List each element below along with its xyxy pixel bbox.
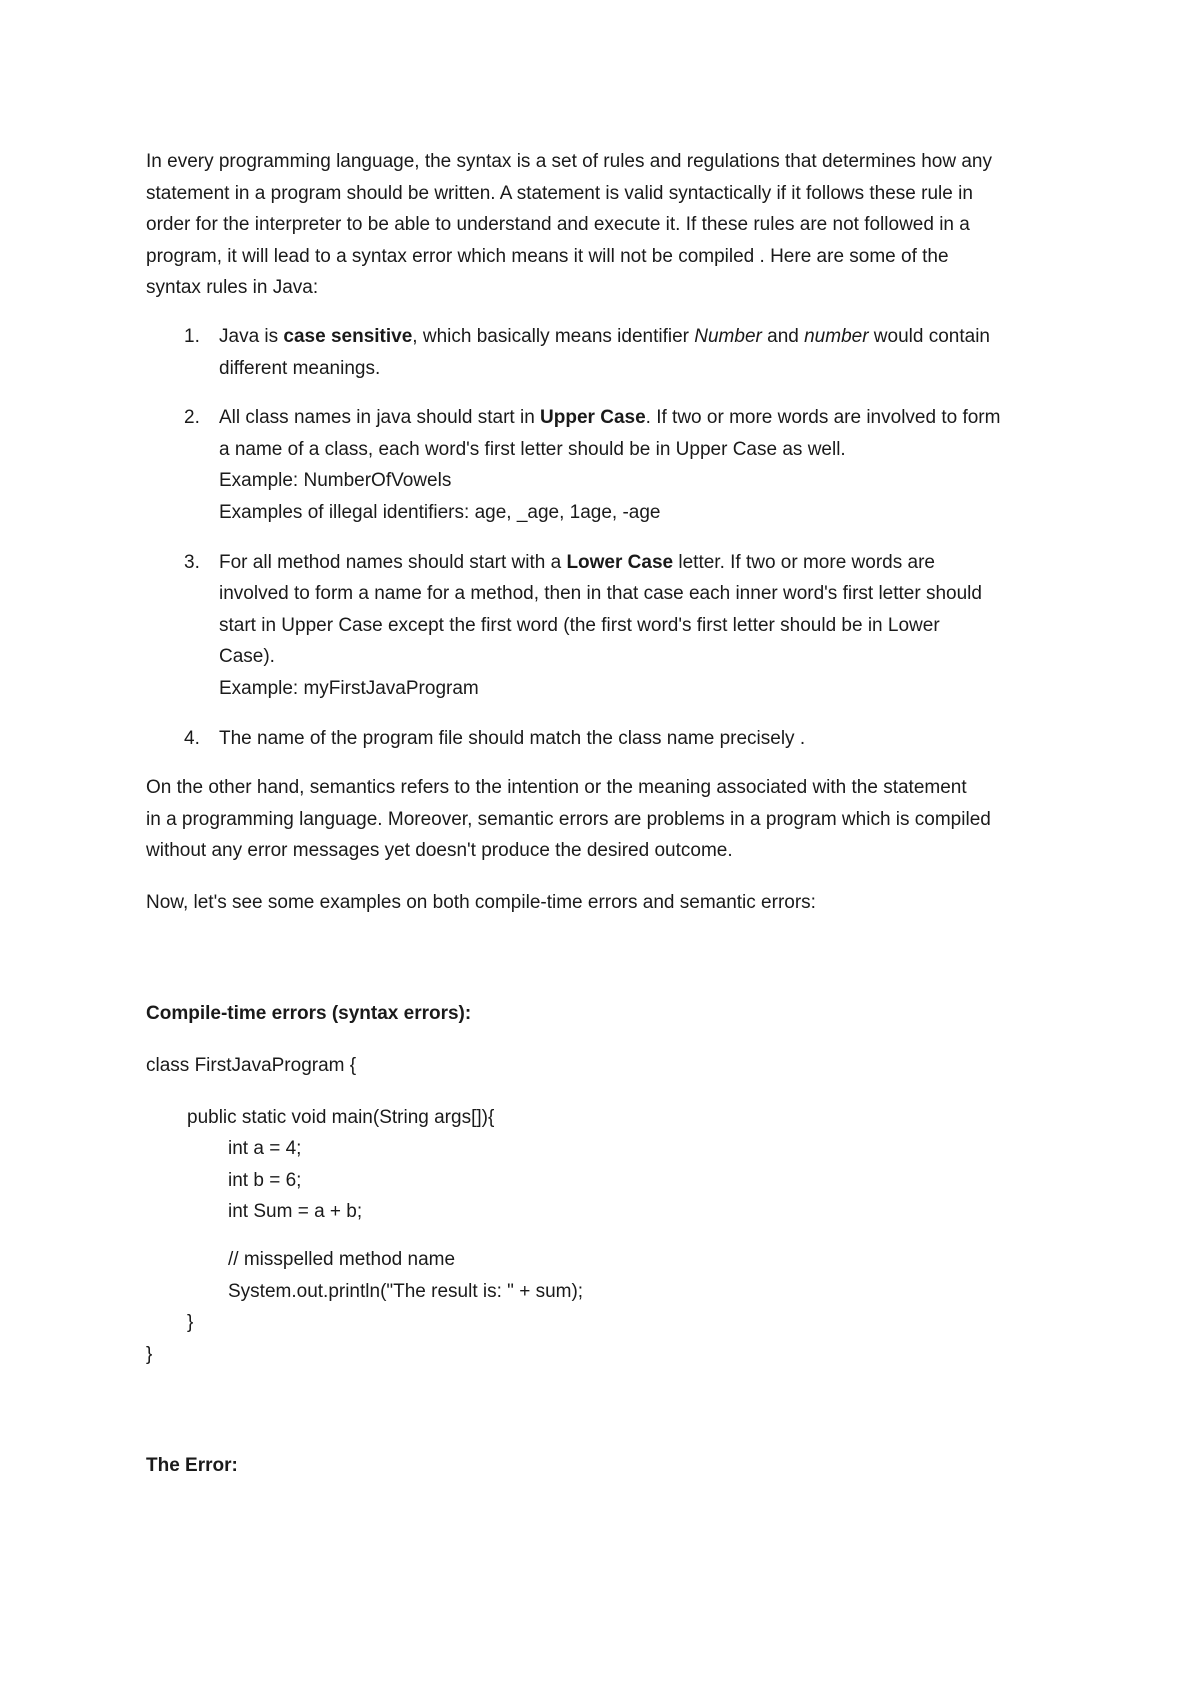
list-item-line: The name of the program file should match the class name precisely . bbox=[219, 727, 806, 749]
list-item bbox=[146, 547, 1066, 705]
list-item bbox=[146, 402, 1066, 528]
bold-text: Upper Case bbox=[540, 407, 646, 429]
intro-line: syntax rules in Java: bbox=[146, 277, 319, 299]
text-run: and bbox=[761, 325, 805, 347]
list-item-line bbox=[219, 547, 1066, 579]
text-run: letter. If two or more words are bbox=[673, 551, 935, 573]
intro-line: program, it will lead to a syntax error which means it will not be compiled . Here are some of the bbox=[146, 245, 949, 267]
compile-errors-heading: Compile-time errors (syntax errors): bbox=[146, 1003, 472, 1025]
bold-text: Lower Case bbox=[566, 551, 674, 573]
intro-line: statement in a program should be written. A statement is valid syntactically if it follows these rule in bbox=[146, 182, 973, 204]
text-run: For all method names should start with a bbox=[219, 551, 567, 573]
list-item-number: 2. bbox=[184, 407, 200, 429]
list-item-number: 1. bbox=[184, 325, 200, 347]
bold-text: case sensitive bbox=[283, 325, 413, 347]
code-comment: // misspelled method name bbox=[228, 1249, 456, 1271]
document-page bbox=[146, 146, 1066, 1482]
list-item-number: 3. bbox=[184, 551, 200, 573]
intro-line: order for the interpreter to be able to understand and execute it. If these rules are not followed in a bbox=[146, 214, 970, 236]
list-item-line bbox=[219, 321, 1066, 353]
italic-text: number bbox=[804, 325, 869, 347]
list-item-line: different meanings. bbox=[219, 357, 381, 379]
semantics-paragraph bbox=[146, 772, 1066, 867]
code-line: System.out.println("The result is: " + sum); bbox=[228, 1280, 584, 1302]
code-line: class FirstJavaProgram { bbox=[146, 1055, 357, 1077]
text-run: Java is bbox=[219, 325, 284, 347]
list-item-example: Examples of illegal identifiers: age, _age, 1age, -age bbox=[219, 501, 661, 523]
text-run: , which basically means identifier bbox=[412, 325, 695, 347]
intro-line: In every programming language, the syntax is a set of rules and regulations that determines how any bbox=[146, 151, 992, 172]
code-line: int b = 6; bbox=[228, 1169, 302, 1191]
list-item-number: 4. bbox=[184, 727, 200, 749]
code-line: } bbox=[187, 1312, 194, 1334]
text-run: would contain bbox=[868, 325, 990, 347]
semantics-line: On the other hand, semantics refers to the intention or the meaning associated with the statement bbox=[146, 777, 967, 799]
list-item-line: a name of a class, each word's first letter should be in Upper Case as well. bbox=[219, 438, 846, 460]
semantics-line: in a programming language. Moreover, semantic errors are problems in a program which is compiled bbox=[146, 808, 991, 830]
intro-paragraph bbox=[146, 146, 1066, 304]
error-heading: The Error: bbox=[146, 1455, 238, 1477]
code-line: public static void main(String args[]){ bbox=[187, 1106, 495, 1128]
code-line: int a = 4; bbox=[228, 1138, 302, 1160]
list-item-line bbox=[219, 402, 1066, 434]
text-run: All class names in java should start in bbox=[219, 407, 541, 429]
examples-intro: Now, let's see some examples on both compile-time errors and semantic errors: bbox=[146, 891, 816, 913]
list-item-line: Case). bbox=[219, 646, 275, 668]
list-item-example: Example: myFirstJavaProgram bbox=[219, 677, 479, 699]
list-item bbox=[146, 321, 1066, 384]
list-item-line: start in Upper Case except the first word (the first word's first letter should be in Lower bbox=[219, 614, 940, 636]
list-item-line: involved to form a name for a method, then in that case each inner word's first letter should bbox=[219, 583, 982, 605]
syntax-rules-list bbox=[146, 321, 1066, 754]
list-item bbox=[146, 723, 1066, 755]
italic-text: Number bbox=[694, 325, 762, 347]
code-line: } bbox=[146, 1343, 153, 1365]
code-line: int Sum = a + b; bbox=[228, 1201, 363, 1223]
text-run: . If two or more words are involved to form bbox=[645, 407, 1001, 429]
semantics-line: without any error messages yet doesn't produce the desired outcome. bbox=[146, 840, 733, 862]
code-block bbox=[146, 1050, 1066, 1370]
list-item-example: Example: NumberOfVowels bbox=[219, 470, 452, 492]
